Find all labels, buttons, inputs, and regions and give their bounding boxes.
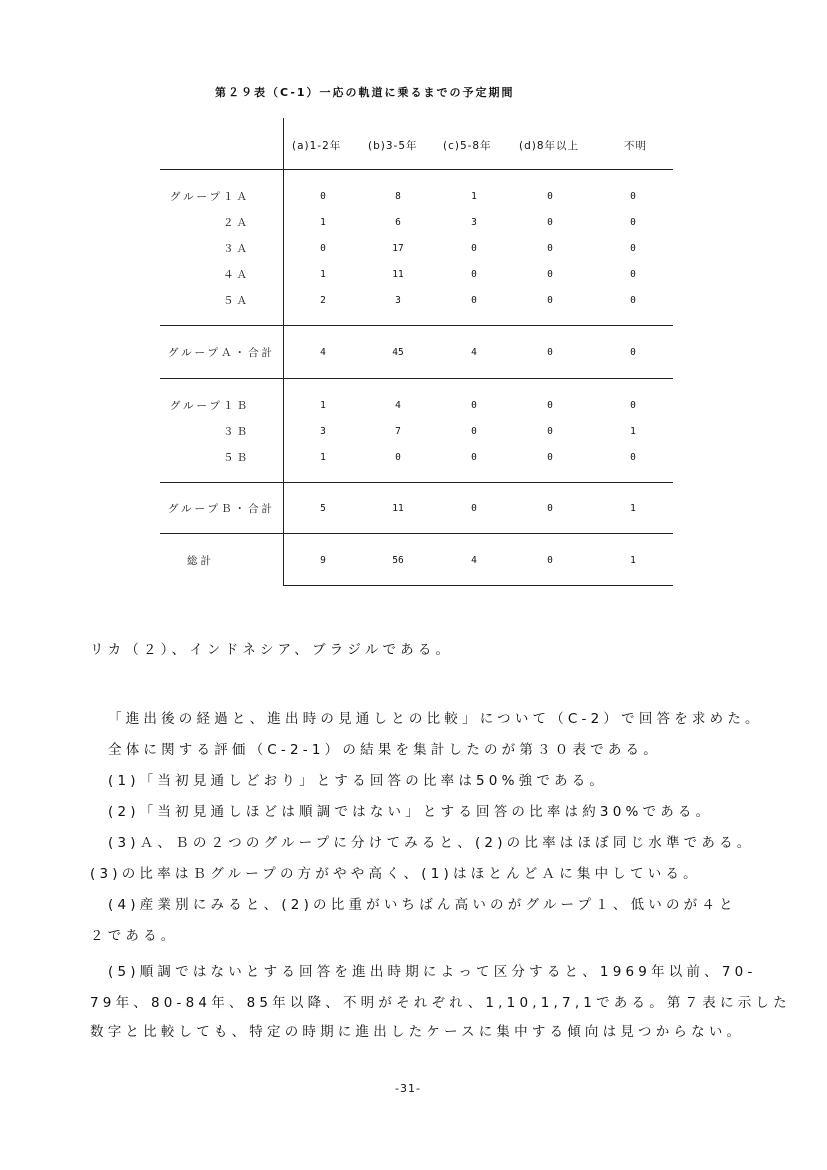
paragraph-line: 「進出後の経過と、進出時の見通しとの比較」について（C-2）で回答を求めた。: [108, 711, 763, 727]
table-bottom-rule: [283, 585, 673, 586]
row-label: グループ１Ａ: [169, 191, 250, 203]
column-header: (a)1-2年: [292, 140, 342, 152]
paragraph-line: 数字と比較しても、特定の時期に進出したケースに集中する傾向は見つからない。: [90, 1024, 745, 1040]
table-cell: 0: [547, 555, 553, 566]
table-cell: 0: [471, 503, 477, 514]
table-cell: 11: [392, 503, 404, 514]
table-cell: 0: [630, 217, 636, 228]
table-cell: 0: [471, 400, 477, 411]
row-label-total: 総計: [187, 555, 214, 567]
table-cell: 7: [395, 426, 401, 437]
table-cell: 0: [547, 503, 553, 514]
table-cell: 5: [320, 503, 326, 514]
table-cell: 0: [630, 400, 636, 411]
column-header: (b)3-5年: [368, 140, 418, 152]
row-label-subtotal: グループＢ・合計: [167, 503, 275, 515]
table-group-rule: [160, 533, 673, 534]
table-cell: 4: [471, 347, 477, 358]
table-cell: 0: [471, 269, 477, 280]
table-cell: 1: [630, 555, 636, 566]
column-header: (d)8年以上: [519, 140, 580, 152]
table-cell: 17: [392, 243, 404, 254]
paragraph-line: (1)「当初見通しどおり」とする回答の比率は50%強である。: [108, 773, 608, 789]
table-cell: 6: [395, 217, 401, 228]
row-label: ３Ａ: [223, 243, 250, 255]
table-cell: 4: [320, 347, 326, 358]
table-cell: 3: [395, 295, 401, 306]
row-label: ３Ｂ: [223, 426, 250, 438]
table-cell: 3: [320, 426, 326, 437]
paragraph-line: (5)順調ではないとする回答を進出時期によって区分すると、1969年以前、70-: [108, 964, 757, 980]
table-cell: 0: [547, 400, 553, 411]
paragraph-line: ２である。: [90, 928, 179, 944]
row-label: グループ１Ｂ: [169, 400, 250, 412]
table-cell: 0: [547, 295, 553, 306]
table-cell: 9: [320, 555, 326, 566]
table-cell: 0: [471, 426, 477, 437]
table-cell: 3: [471, 217, 477, 228]
table-group-rule: [160, 378, 673, 379]
table-header-rule: [160, 169, 673, 170]
table-cell: 0: [471, 243, 477, 254]
table-cell: 0: [630, 347, 636, 358]
row-label-subtotal: グループＡ・合計: [167, 347, 275, 359]
table-cell: 0: [630, 295, 636, 306]
row-label: ４Ａ: [223, 269, 250, 281]
row-label: ５Ｂ: [223, 452, 250, 464]
table-cell: 2: [320, 295, 326, 306]
table-vertical-rule: [283, 118, 284, 585]
table-cell: 0: [320, 191, 326, 202]
table-cell: 1: [320, 452, 326, 463]
table-group-rule: [160, 482, 673, 483]
table-cell: 1: [320, 217, 326, 228]
table-cell: 1: [471, 191, 477, 202]
table-cell: 0: [547, 191, 553, 202]
table-title: 第２９表（C-1）一応の軌道に乗るまでの予定期間: [215, 86, 515, 99]
paragraph-line: 79年、80-84年、85年以降、不明がそれぞれ、1,10,1,7,1である。第７表に示した: [90, 995, 791, 1011]
table-cell: 56: [392, 555, 404, 566]
table-group-rule: [160, 325, 673, 326]
table-cell: 8: [395, 191, 401, 202]
table-cell: 1: [630, 503, 636, 514]
table-cell: 0: [547, 217, 553, 228]
page-number: -31-: [395, 1082, 421, 1095]
table-cell: 0: [547, 347, 553, 358]
table-cell: 0: [320, 243, 326, 254]
table-cell: 4: [395, 400, 401, 411]
table-cell: 0: [547, 452, 553, 463]
paragraph-line: (2)「当初見通しほどは順調ではない」とする回答の比率は約30%である。: [108, 804, 714, 820]
table-cell: 0: [547, 426, 553, 437]
table-cell: 0: [630, 269, 636, 280]
table-cell: 0: [630, 243, 636, 254]
paragraph-line: 全体に関する評価（C-2-1）の結果を集計したのが第３０表である。: [108, 742, 661, 758]
table-cell: 0: [547, 243, 553, 254]
paragraph-line: (3)Ａ、Ｂの２つのグループに分けてみると、(2)の比率はほぼ同じ水準である。: [108, 835, 755, 851]
table-cell: 0: [630, 191, 636, 202]
table-cell: 0: [471, 295, 477, 306]
paragraph-line: (4)産業別にみると、(2)の比重がいちばん高いのがグループ１、低いのが４と: [108, 897, 737, 913]
column-header: 不明: [624, 140, 647, 152]
table-cell: 0: [547, 269, 553, 280]
paragraph-line: (3)の比率はＢグループの方がやや高く、(1)はほとんどＡに集中している。: [90, 866, 701, 882]
table-cell: 4: [471, 555, 477, 566]
table-cell: 1: [630, 426, 636, 437]
row-label: ２Ａ: [223, 217, 250, 229]
table-cell: 0: [630, 452, 636, 463]
paragraph-line: リカ（２）、インドネシア、ブラジルである。: [90, 642, 454, 658]
table-cell: 0: [395, 452, 401, 463]
table-cell: 1: [320, 269, 326, 280]
table-cell: 0: [471, 452, 477, 463]
table-cell: 45: [392, 347, 404, 358]
column-header: (c)5-8年: [443, 140, 492, 152]
table-cell: 1: [320, 400, 326, 411]
row-label: ５Ａ: [223, 295, 250, 307]
table-cell: 11: [392, 269, 404, 280]
